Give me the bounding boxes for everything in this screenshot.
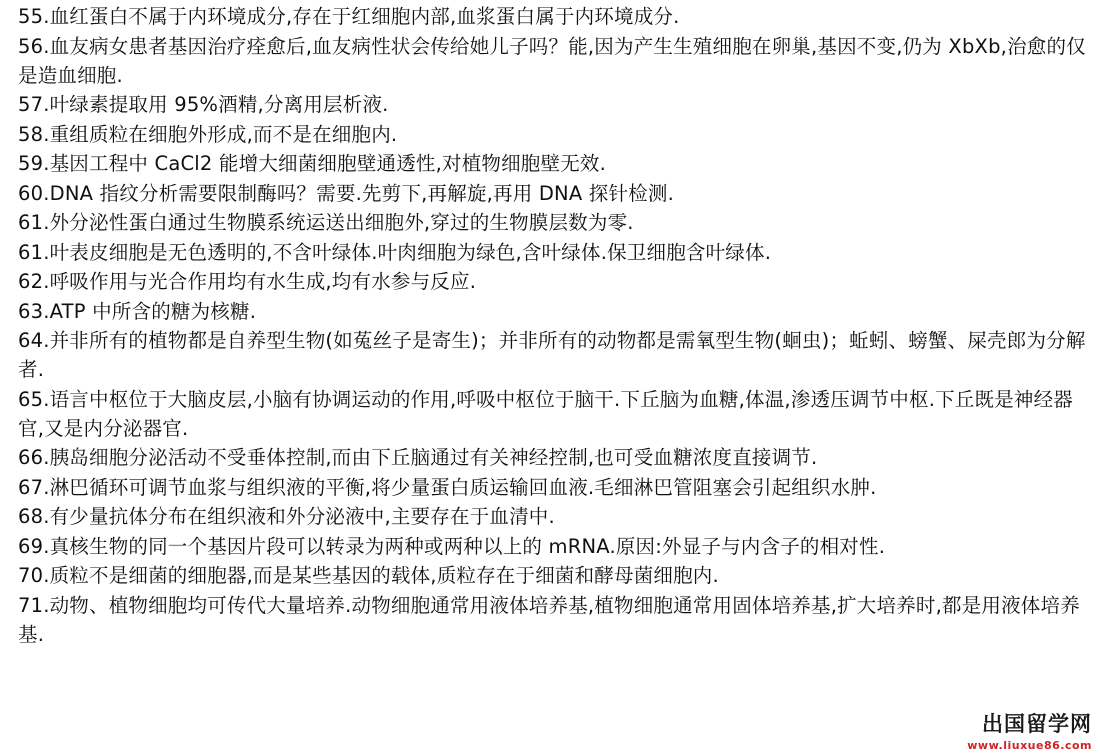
list-item: 65.语言中枢位于大脑皮层,小脑有协调运动的作用,呼吸中枢位于脑干.下丘脑为血糖,体温,渗透压调节中枢.下丘既是神经器官,又是内分泌器官. xyxy=(18,387,1074,440)
list-item: 57.叶绿素提取用 95%酒精,分离用层析液. xyxy=(18,93,389,116)
list-item: 68.有少量抗体分布在组织液和外分泌液中,主要存在于血清中. xyxy=(18,505,555,528)
list-item: 58.重组质粒在细胞外形成,而不是在细胞内. xyxy=(18,122,398,146)
watermark-url: www.liuxue86.com xyxy=(967,739,1092,752)
site-watermark xyxy=(946,708,1094,752)
list-item: 63.ATP 中所含的糖为核糖. xyxy=(18,299,257,323)
list-item: 69.真核生物的同一个基因片段可以转录为两种或两种以上的 mRNA.原因:外显子与内含子的相对性. xyxy=(18,534,886,558)
list-item: 56.血友病女患者基因治疗痊愈后,血友病性状会传给她儿子吗？能,因为产生生殖细胞在卵巢,基因不变,仍为 XbXb,治愈的仅是造血细胞. xyxy=(18,34,1086,87)
list-item: 55.血红蛋白不属于内环境成分,存在于红细胞内部,血浆蛋白属于内环境成分. xyxy=(18,5,680,28)
list-item: 61.叶表皮细胞是无色透明的,不含叶绿体.叶肉细胞为绿色,含叶绿体.保卫细胞含叶绿体. xyxy=(18,240,772,264)
watermark-text: 出国留学网 xyxy=(982,712,1092,736)
list-item: 59.基因工程中 CaCl2 能增大细菌细胞壁通透性,对植物细胞壁无效. xyxy=(18,152,607,175)
list-item: 61.外分泌性蛋白通过生物膜系统运送出细胞外,穿过的生物膜层数为零. xyxy=(18,211,634,234)
list-item: 71.动物、植物细胞均可传代大量培养.动物细胞通常用液体培养基,植物细胞通常用固体培养基,扩大培养时,都是用液体培养基. xyxy=(18,593,1080,646)
document-body xyxy=(18,2,1088,649)
list-item: 66.胰岛细胞分泌活动不受垂体控制,而由下丘脑通过有关神经控制,也可受血糖浓度直接调节. xyxy=(18,446,818,469)
list-item: 60.DNA 指纹分析需要限制酶吗？需要.先剪下,再解旋,再用 DNA 探针检测. xyxy=(18,181,674,205)
list-item: 67.淋巴循环可调节血浆与组织液的平衡,将少量蛋白质运输回血液.毛细淋巴管阻塞会引起组织水肿. xyxy=(18,475,877,499)
list-item: 70.质粒不是细菌的细胞器,而是某些基因的载体,质粒存在于细菌和酵母菌细胞内. xyxy=(18,564,719,587)
list-item: 64.并非所有的植物都是自养型生物(如菟丝子是寄生)；并非所有的动物都是需氧型生物(蛔虫)；蚯蚓、螃蟹、屎壳郎为分解者. xyxy=(18,329,1086,381)
list-item: 62.呼吸作用与光合作用均有水生成,均有水参与反应. xyxy=(18,270,477,293)
